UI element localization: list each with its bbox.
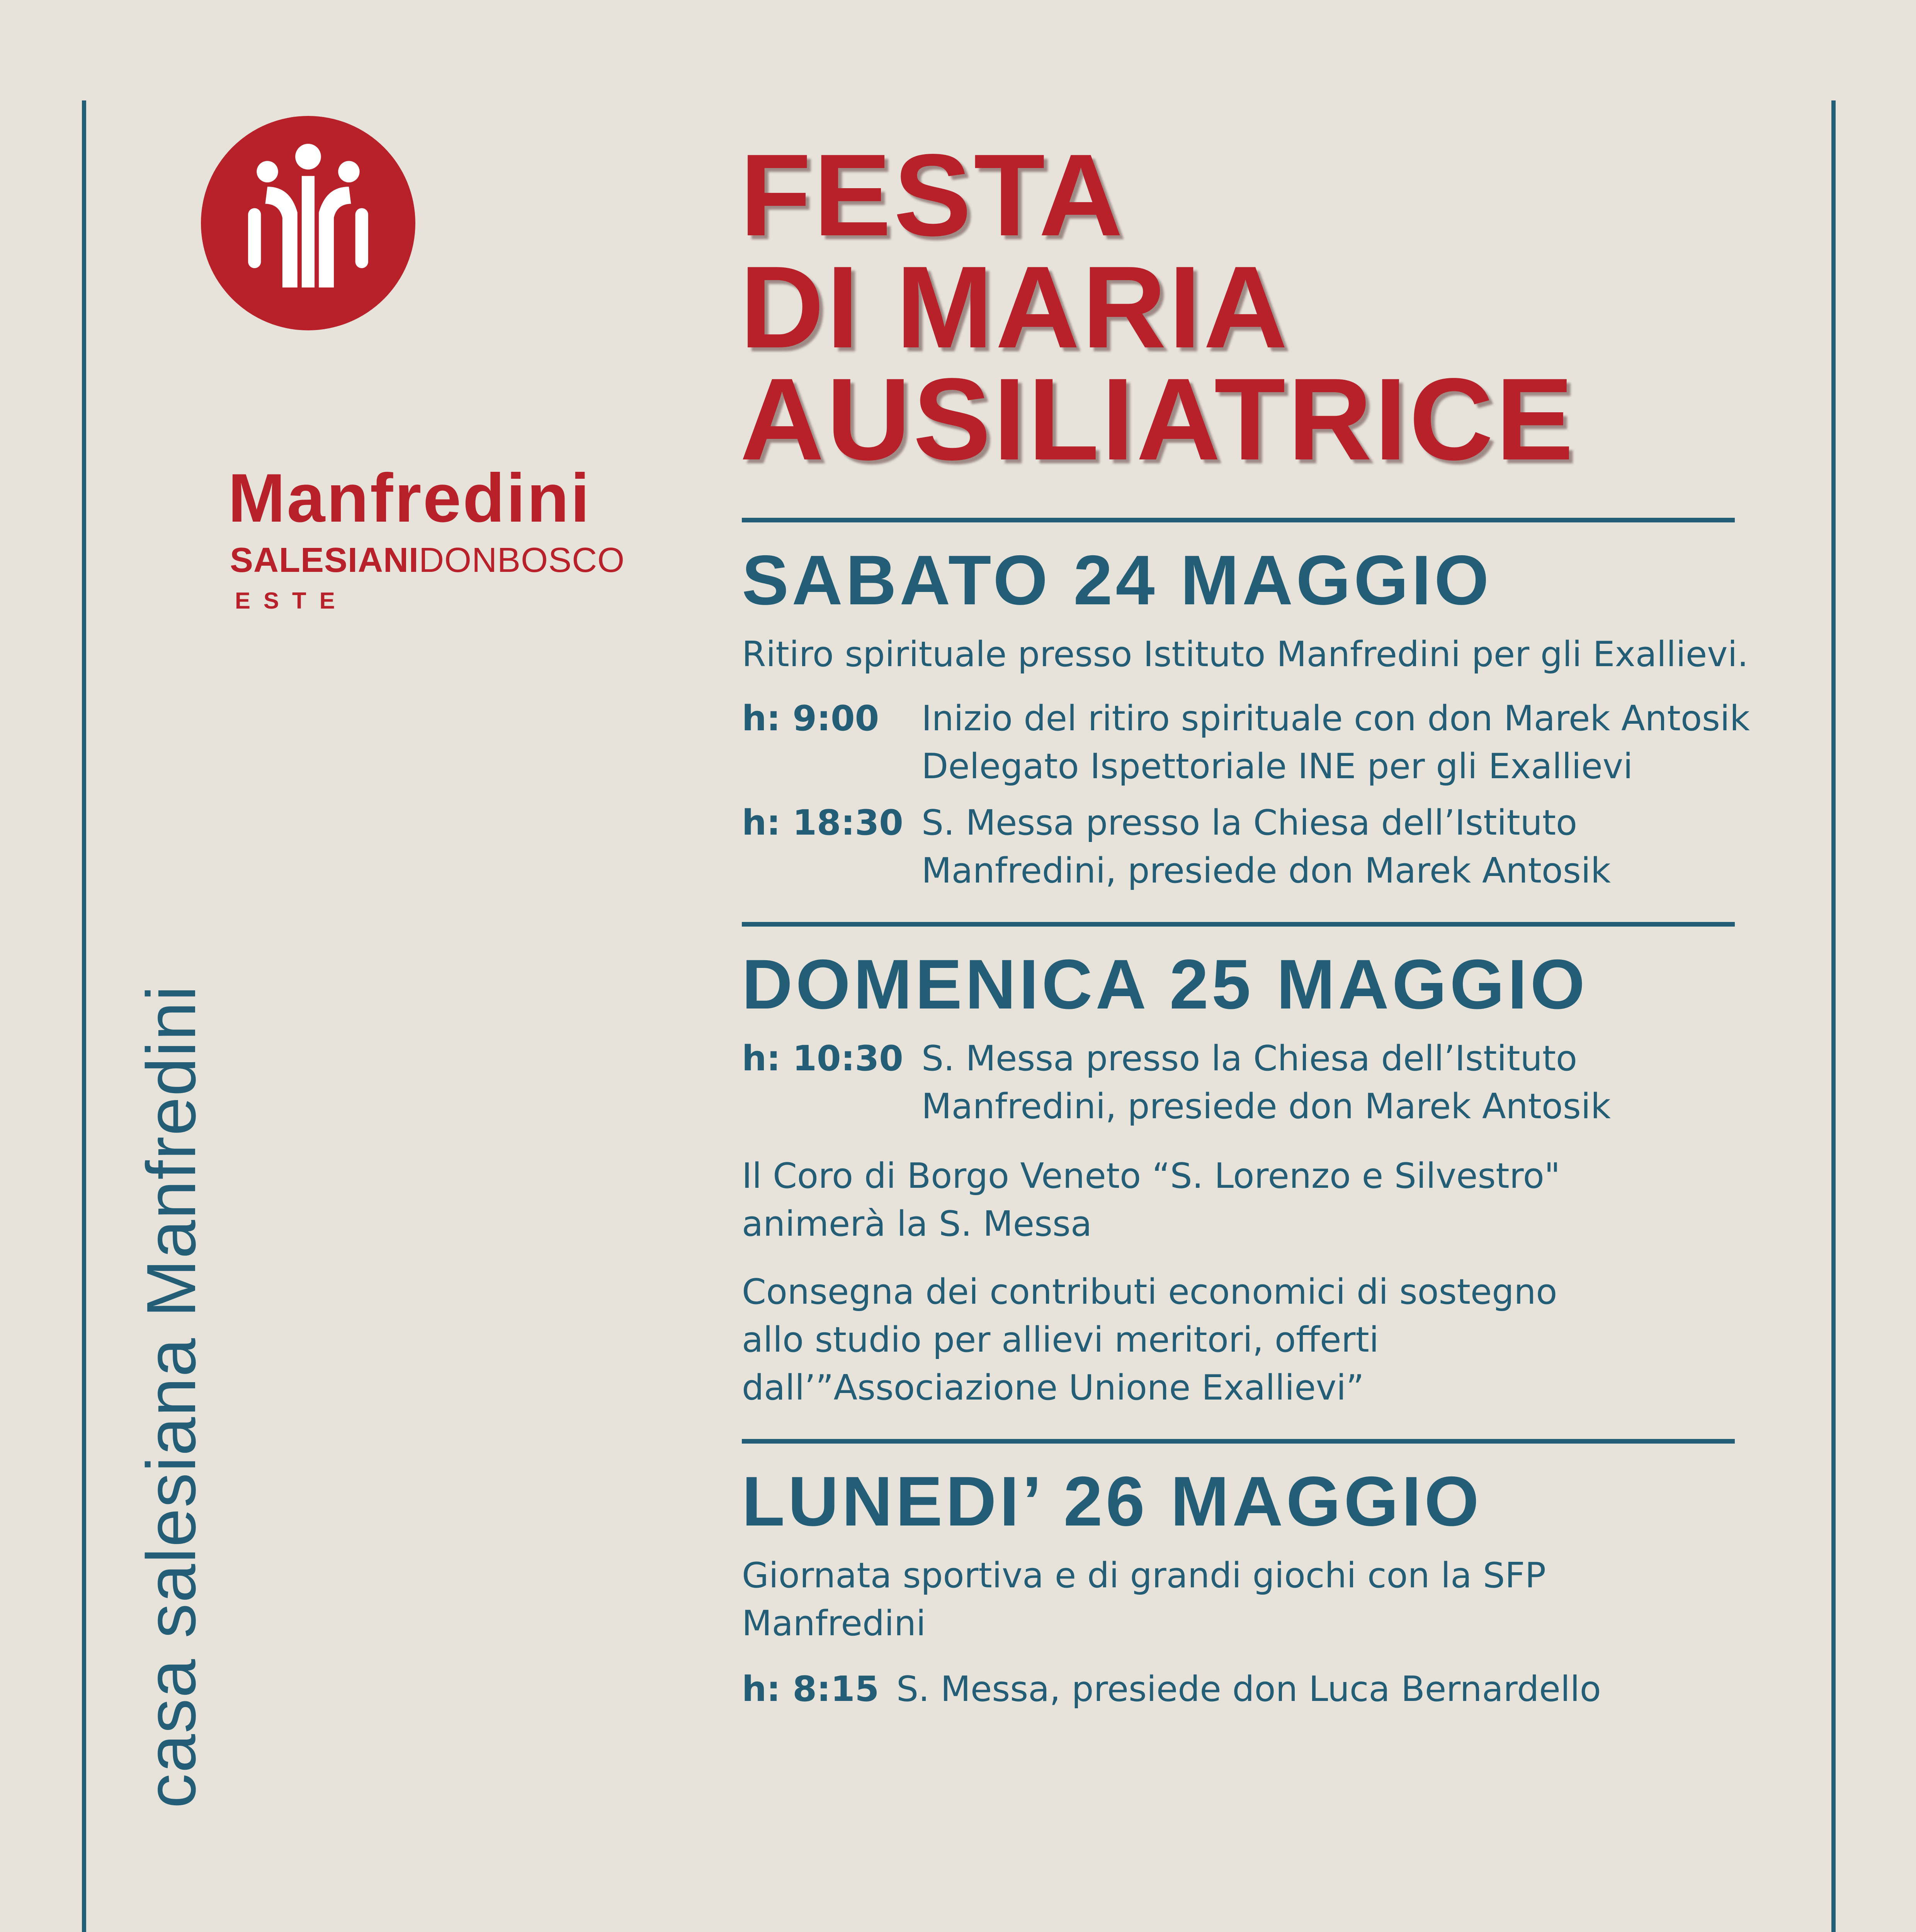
event-row <box>742 1665 1824 1713</box>
divider <box>742 1439 1735 1444</box>
event-time: h: 9:00 <box>742 698 879 739</box>
logo-subtitle: SALESIANIDONBOSCO <box>230 541 625 580</box>
event-row <box>742 1035 1824 1131</box>
event-time: h: 10:30 <box>742 1038 903 1079</box>
day-title-sunday: DOMENICA 25 MAGGIO <box>742 945 1588 1024</box>
title-line-2: DI MARIA <box>740 242 1290 372</box>
event-text: Inizio del ritiro spirituale con don Marek Antosik Delegato Ispettoriale INE per gli Exallievi <box>921 698 1750 787</box>
event-time: h: 8:15 <box>742 1669 879 1709</box>
logo-name: Manfredini <box>228 459 591 536</box>
day-title-monday: LUNEDI’ 26 MAGGIO <box>742 1462 1482 1541</box>
side-caption: casa salesiana Manfredini <box>133 985 210 1808</box>
event-text: S. Messa presso la Chiesa dell’Istituto Manfredini, presiede don Marek Antosik <box>921 803 1611 891</box>
madonna-and-child-image <box>190 1859 1496 1932</box>
title-line-3: AUSILIATRICE <box>740 354 1576 484</box>
madonna-illustration <box>190 1859 1496 1932</box>
logo-city: ESTE <box>235 588 348 614</box>
logo-emblem-icon <box>201 116 415 330</box>
event-row <box>742 799 1824 895</box>
divider <box>742 922 1735 927</box>
day-intro: Ritiro spirituale presso Istituto Manfredini per gli Exallievi. <box>742 634 1749 675</box>
event-time: h: 18:30 <box>742 803 903 843</box>
divider <box>742 518 1735 522</box>
note-choir: Il Coro di Borgo Veneto “S. Lorenzo e Silvestro" animerà la S. Messa <box>742 1156 1561 1244</box>
note-scholarships: Consegna dei contributi economici di sostegno allo studio per allievi meritori, offerti dall’”Associazione Unione Exallievi” <box>742 1272 1557 1408</box>
event-text: S. Messa presso la Chiesa dell’Istituto Manfredini, presiede don Marek Antosik <box>921 1038 1611 1127</box>
right-border-line <box>1831 100 1836 1932</box>
program <box>742 518 1824 1713</box>
day-title-saturday: SABATO 24 MAGGIO <box>742 541 1492 619</box>
title-line-1: FESTA <box>740 130 1125 260</box>
day-intro: Giornata sportiva e di grandi giochi con la SFP Manfredini <box>742 1555 1546 1644</box>
page-title <box>740 130 1822 484</box>
left-border-line <box>82 100 86 1932</box>
event-text: S. Messa, presiede don Luca Bernardello <box>896 1669 1601 1709</box>
event-row <box>742 695 1824 791</box>
